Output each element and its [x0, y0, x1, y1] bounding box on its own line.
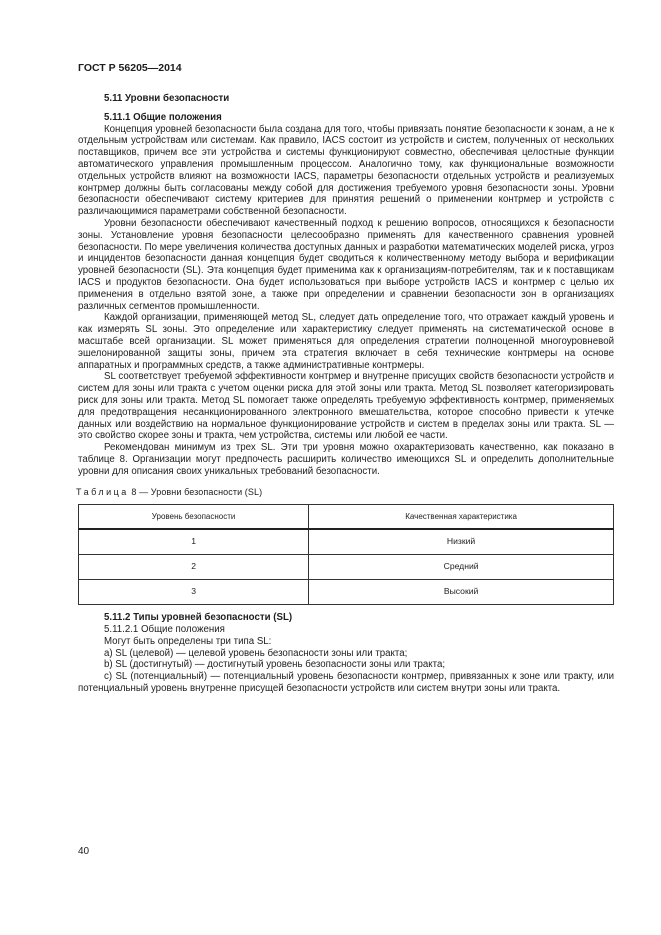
- table-cell-level: 3: [79, 580, 309, 605]
- table-cell-characteristic: Низкий: [309, 529, 614, 555]
- table-cell-characteristic: Высокий: [309, 580, 614, 605]
- paragraph: Рекомендован минимум из трех SL. Эти три уровня можно охарактеризовать качественно, как показано в таблице 8. Организации могут предпочесть расширить количество имеющихся SL и определить дополнительные уровни для описания своих уникальных требований безопасности.: [78, 442, 614, 477]
- section2-intro: Могут быть определены три типа SL:: [104, 635, 272, 647]
- list-item: c) SL (потенциальный) — потенциальный уровень безопасности контрмер, привязанных к зоне или тракту, или потенциальный уровень внутренне присущей безопасности устройств или систем внутри зоны или тракта.: [78, 671, 614, 695]
- page-number: 40: [78, 846, 90, 857]
- paragraph: Каждой организации, применяющей метод SL, следует дать определение того, что отражает каждый уровень и как измерять SL зоны. Это определение или характеристику следует применять на систематической основе в масштабе всей организации. SL может применяться для определения стратегии полноценной многоуровневой эшелонированной защиты зоны, причем эта стратегия включает в себя технические контрмеры на основе аппаратных и программных средств, а также административные контрмеры.: [78, 312, 614, 371]
- table-cell-characteristic: Средний: [309, 555, 614, 580]
- paragraph: Уровни безопасности обеспечивают качественный подход к решению вопросов, относящихся к безопасности зоны. Установление уровня безопасности целесообразно применять для качественного сравнения уровней безопасности. По мере увеличения количества доступных данных и разработки математических моделей риска, угроз и инцидентов безопасности данная концепция будет сводиться к количественному методу выбора и верификации уровней безопасности (SL). Эта концепция будет применима как к организациям-потребителям, так и к поставщикам IACS и продуктов безопасности. Она будет использоваться при выборе устройств IACS и контрмер с целью их применения в отдельно взятой зоне, а также при определении и сравнении безопасности зон в организациях различных сегментов промышленности.: [78, 217, 614, 312]
- document-body: [78, 93, 614, 695]
- paragraph: Концепция уровней безопасности была создана для того, чтобы привязать понятие безопасности к зонам, а не к отдельным устройствам или системам. Как правило, IACS состоит из устройств и систем, полученных от нескольких поставщиков, причем все эти устройства и системы функционируют совместно, обеспечивая целостные функции автоматического управления промышленным процессом. Аналогично тому, как функциональные возможности отдельных устройств влияют на возможности IACS, параметры безопасности отдельных устройств и реализуемых контрмер должны быть согласованы между собой для достижения требуемого уровня безопасности зоны. Уровни безопасности обеспечивают систему критериев для принятия решений о применении контрмер и устройств с различающимися параметрами собственной безопасности.: [78, 123, 614, 218]
- section-title: 5.11 Уровни безопасности: [104, 93, 230, 104]
- table-caption-prefix: Таблица: [76, 486, 129, 497]
- table-row: [79, 580, 614, 605]
- section2-title: 5.11.2 Типы уровней безопасности (SL): [104, 612, 293, 624]
- security-levels-table: [78, 504, 614, 605]
- table-header-level: Уровень безопасности: [79, 505, 309, 530]
- table-header-row: [79, 505, 614, 530]
- list-item: b) SL (достигнутый) — достигнутый уровень безопасности зоны или тракта;: [104, 659, 446, 671]
- table-header-characteristic: Качественная характеристика: [309, 505, 614, 530]
- table-row: [79, 529, 614, 555]
- paragraph: SL соответствует требуемой эффективности контрмер и внутренне присущих свойств безопасности устройств и систем для зоны или тракта с учетом оценки риска для этой зоны или тракта. Метод SL позволяет категоризировать риск для зоны или тракта. Метод SL помогает также определять требуемую эффективность контрмер, применяемых для предотвращения несанкционированного электронного вмешательства, которое способно привести к утечке данных или воздействию на нормальное функционирование устройств и систем в пределах зоны или тракта. SL — это свойство скорее зоны и тракта, чем устройства, системы или любой ее части.: [78, 371, 614, 442]
- document-header: ГОСТ Р 56205—2014: [78, 62, 182, 74]
- list-item: a) SL (целевой) — целевой уровень безопасности зоны или тракта;: [104, 647, 408, 659]
- subsection-title: 5.11.1 Общие положения: [104, 111, 222, 123]
- table-cell-level: 1: [79, 529, 309, 555]
- section-2: [78, 612, 614, 695]
- table-cell-level: 2: [79, 555, 309, 580]
- table-row: [79, 555, 614, 580]
- table-caption-text: 8 — Уровни безопасности (SL): [128, 486, 263, 497]
- table-caption: [76, 487, 614, 499]
- section2-subtitle: 5.11.2.1 Общие положения: [104, 624, 225, 636]
